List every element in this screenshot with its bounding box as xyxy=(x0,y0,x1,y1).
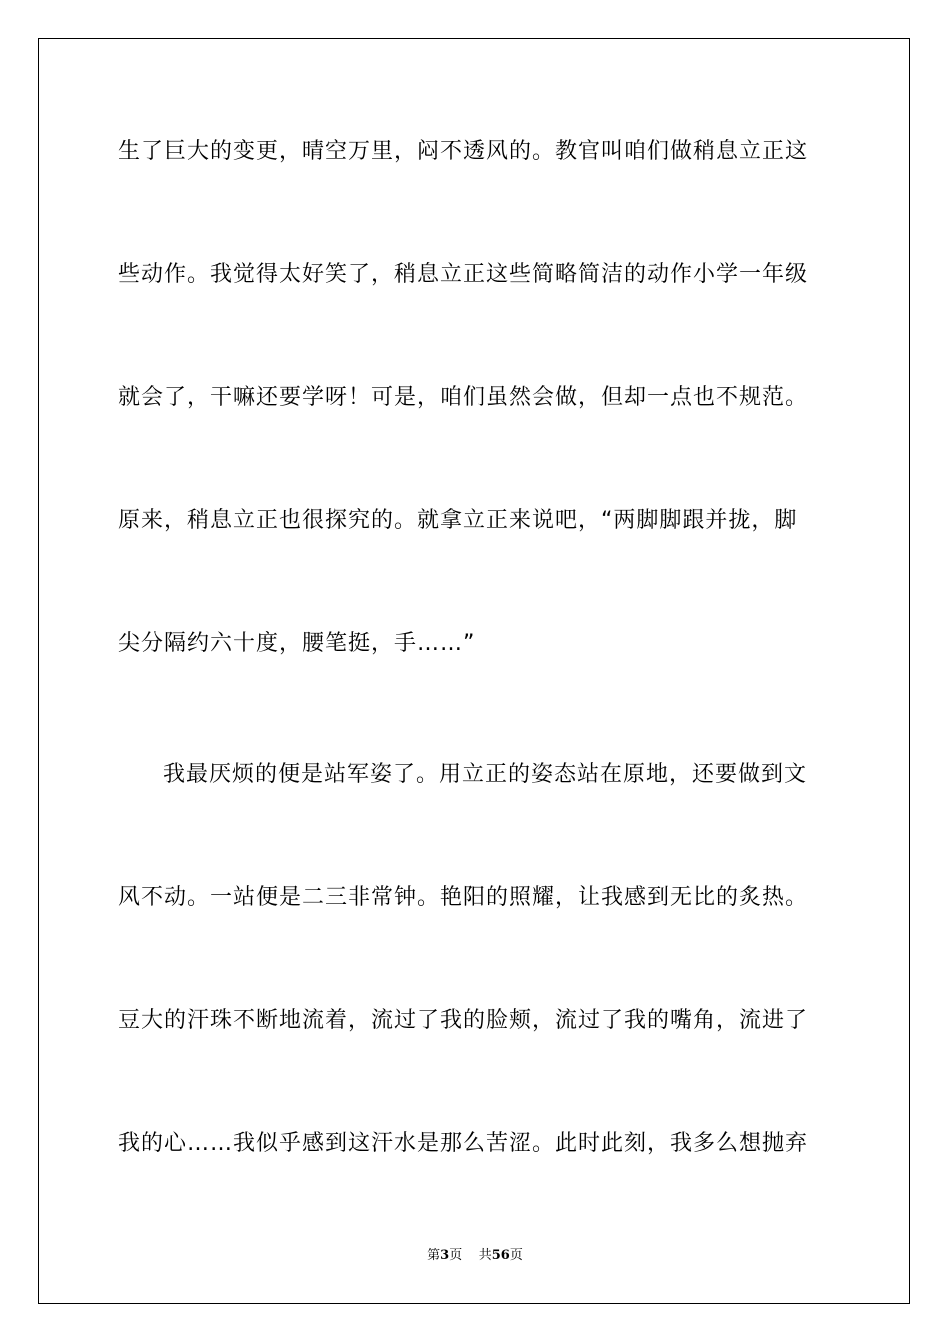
text-line-5: 尖分隔约六十度，腰笔挺，手……” xyxy=(118,631,476,656)
total-prefix: 共 xyxy=(478,1248,492,1263)
text-line-9: 我的心……我似乎感到这汗水是那么苦涩。此时此刻，我多么想抛弃 xyxy=(118,1131,809,1156)
page-suffix: 页 xyxy=(449,1248,463,1263)
page-border xyxy=(38,38,910,1304)
text-line-6: 我最厌烦的便是站军姿了。用立正的姿态站在原地，还要做到文 xyxy=(163,762,808,787)
page-number: 3 xyxy=(440,1248,450,1263)
text-line-1: 生了巨大的变更，晴空万里，闷不透风的。教官叫咱们做稍息立正这 xyxy=(118,139,809,164)
text-line-8: 豆大的汗珠不断地流着，流过了我的脸颊，流过了我的嘴角，流进了 xyxy=(118,1008,809,1033)
text-line-4: 原来，稍息立正也很探究的。就拿立正来说吧，“两脚脚跟并拢，脚 xyxy=(118,508,798,533)
text-line-3: 就会了，干嘛还要学呀！可是，咱们虽然会做，但却一点也不规范。 xyxy=(118,385,809,410)
total-pages: 56 xyxy=(491,1248,510,1263)
text-line-7: 风不动。一站便是二三非常钟。艳阳的照耀，让我感到无比的炙热。 xyxy=(118,885,809,910)
text-line-2: 些动作。我觉得太好笑了，稍息立正这些简略简洁的动作小学一年级 xyxy=(118,262,809,287)
page-prefix: 第 xyxy=(427,1248,441,1263)
total-suffix: 页 xyxy=(509,1248,523,1263)
page-footer xyxy=(0,1247,950,1265)
